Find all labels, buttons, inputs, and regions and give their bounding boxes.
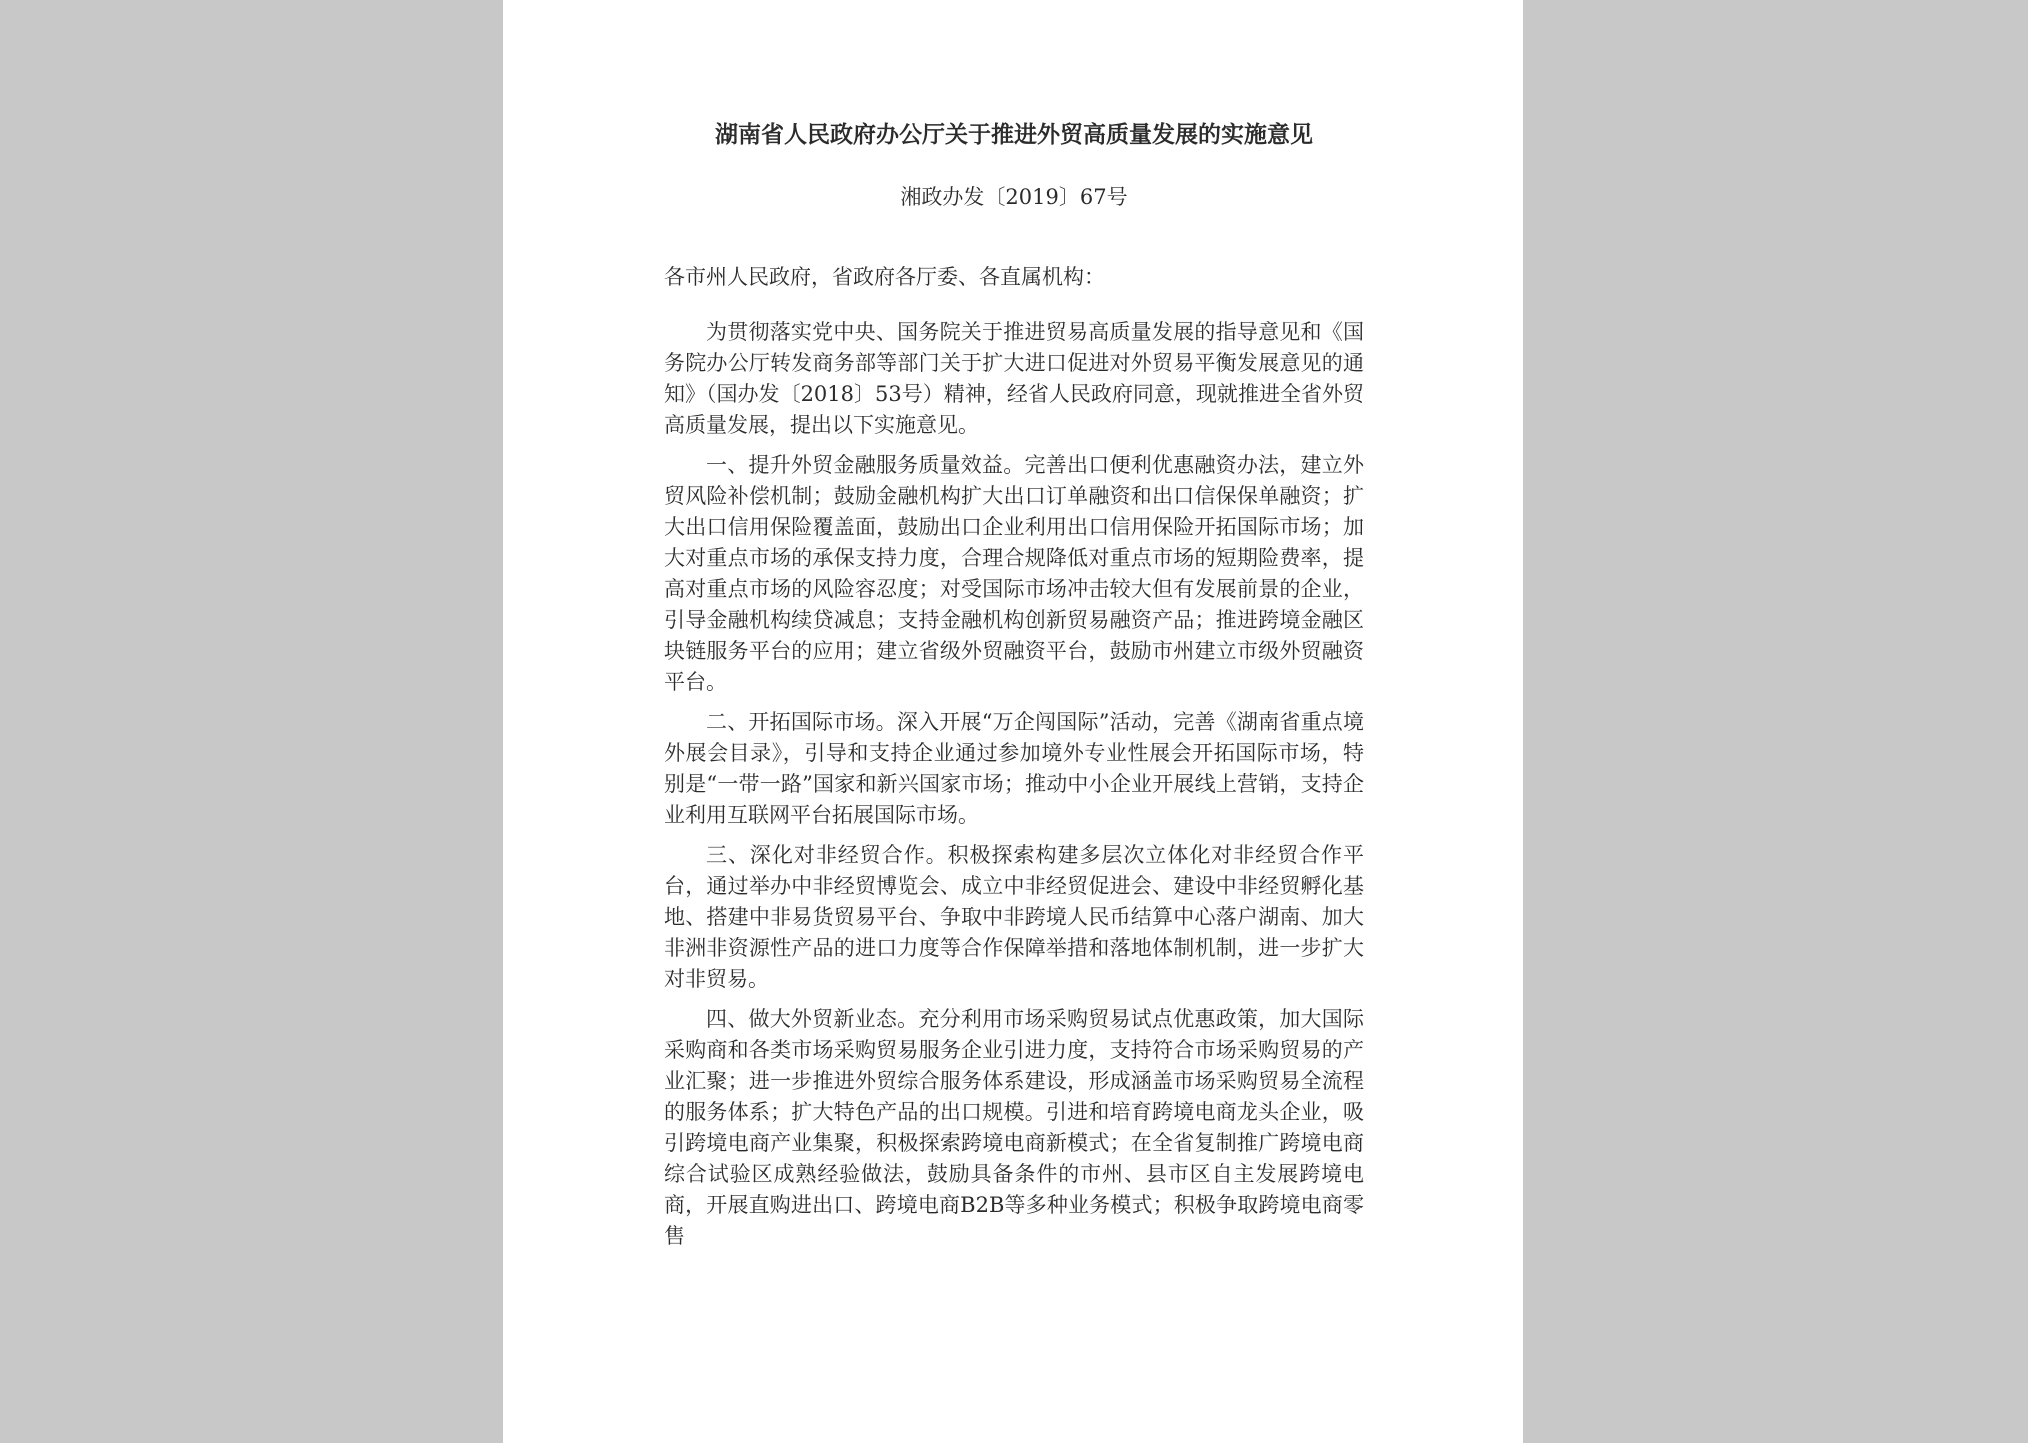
document-number: 湘政办发〔2019〕67号: [900, 185, 1128, 209]
paragraph-new-business: 四、做大外贸新业态。充分利用市场采购贸易试点优惠政策，加大国际采购商和各类市场采购贸易服务企业引进力度，支持符合市场采购贸易的产业汇聚；进一步推进外贸综合服务体系建设，形成涵盖市场采购贸易全流程的服务体系；扩大特色产品的出口规模。引进和培育跨境电商龙头企业，吸引跨境电商产业集聚，积极探索跨境电商新模式；在全省复制推广跨境电商综合试验区成熟经验做法，鼓励具备条件的市州、县市区自主发展跨境电商，开展直购进出口、跨境电商B2B等多种业务模式；积极争取跨境电商零售: [664, 1007, 1364, 1248]
document-page: [503, 0, 1523, 1443]
salutation: 各市州人民政府，省政府各厅委、各直属机构：: [664, 265, 1105, 289]
paragraph-preamble: 为贯彻落实党中央、国务院关于推进贸易高质量发展的指导意见和《国务院办公厅转发商务部等部门关于扩大进口促进对外贸易平衡发展意见的通知》（国办发〔2018〕53号）精神，经省人民政府同意，现就推进全省外贸高质量发展，提出以下实施意见。: [664, 320, 1364, 437]
paragraph-finance: 一、提升外贸金融服务质量效益。完善出口便利优惠融资办法，建立外贸风险补偿机制；鼓励金融机构扩大出口订单融资和出口信保保单融资；扩大出口信用保险覆盖面，鼓励出口企业利用出口信用保险开拓国际市场；加大对重点市场的承保支持力度，合理合规降低对重点市场的短期险费率，提高对重点市场的风险容忍度；对受国际市场冲击较大但有发展前景的企业，引导金融机构续贷减息；支持金融机构创新贸易融资产品；推进跨境金融区块链服务平台的应用；建立省级外贸融资平台，鼓励市州建立市级外贸融资平台。: [664, 453, 1364, 694]
page-content: [664, 118, 1364, 1252]
paragraph-international-market: 二、开拓国际市场。深入开展“万企闯国际”活动，完善《湖南省重点境外展会目录》，引导和支持企业通过参加境外专业性展会开拓国际市场，特别是“一带一路”国家和新兴国家市场；推动中小企业开展线上营销，支持企业利用互联网平台拓展国际市场。: [664, 710, 1364, 827]
document-title: 湖南省人民政府办公厅关于推进外贸高质量发展的实施意见: [715, 121, 1313, 148]
paragraph-africa-cooperation: 三、深化对非经贸合作。积极探索构建多层次立体化对非经贸合作平台，通过举办中非经贸博览会、成立中非经贸促进会、建设中非经贸孵化基地、搭建中非易货贸易平台、争取中非跨境人民币结算中心落户湖南、加大非洲非资源性产品的进口力度等合作保障举措和落地体制机制，进一步扩大对非贸易。: [664, 843, 1364, 991]
